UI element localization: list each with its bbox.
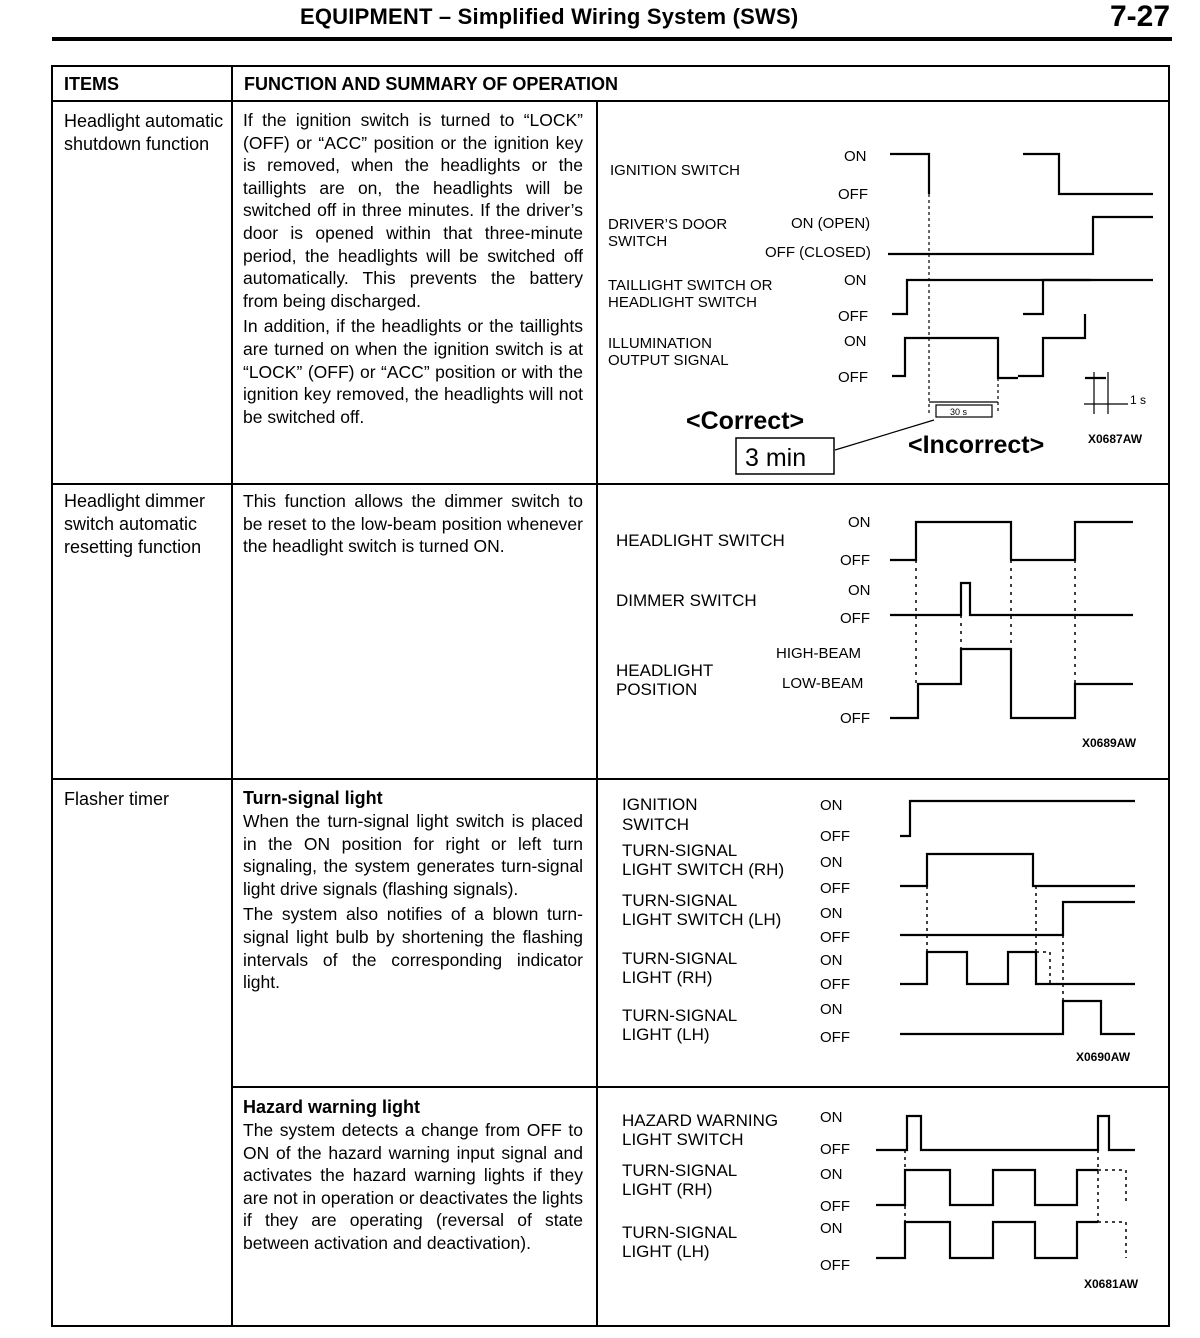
diagram-label: LIGHT (RH)	[622, 1180, 713, 1199]
subsection-title: Hazard warning light	[243, 1097, 421, 1117]
description-dimmer-reset	[243, 490, 583, 561]
illumination-signal	[1018, 314, 1085, 376]
state-label: ON	[820, 1109, 843, 1126]
figure-code: X0690AW	[1076, 1050, 1131, 1064]
paragraph: This function allows the dimmer switch to be reset to the low-beam position whenever the headlight switch is turned ON.	[243, 491, 583, 557]
hazard-switch-signal	[876, 1116, 1135, 1150]
state-label: ON	[848, 582, 871, 599]
ignition-switch-signal	[1023, 154, 1153, 194]
diagram-label: LIGHT (LH)	[622, 1025, 710, 1044]
state-label: OFF	[840, 552, 870, 569]
rh-switch-signal	[900, 854, 1135, 886]
subsection-title: Turn-signal light	[243, 788, 383, 808]
state-label: LOW-BEAM	[782, 675, 864, 692]
state-label: OFF	[820, 828, 850, 845]
state-label: OFF	[838, 369, 868, 386]
state-label: OFF	[820, 929, 850, 946]
rh-light-signal	[900, 952, 1135, 984]
diagram-headlight-shutdown	[598, 102, 1168, 483]
state-label: OFF	[820, 976, 850, 993]
figure-code: X0689AW	[1082, 736, 1137, 750]
diagram-label: ILLUMINATION	[608, 335, 712, 352]
ignition-switch-signal	[900, 801, 1135, 836]
state-label: HIGH-BEAM	[776, 645, 862, 662]
paragraph: The system detects a change from OFF to ON of the hazard warning input signal and activates the hazard warning lights if they are not in operation or deactivates the lights if they are operating (reversal of state between activation and deactivation).	[243, 1120, 583, 1253]
duration-1s: 1 s	[1130, 393, 1147, 407]
lh-light-signal	[876, 1222, 1098, 1258]
correct-label: <Correct>	[686, 407, 805, 435]
state-label: ON	[820, 1220, 843, 1237]
column-header-function: FUNCTION AND SUMMARY OF OPERATION	[244, 74, 618, 94]
diagram-dimmer-reset	[598, 485, 1168, 778]
state-label: ON	[820, 1166, 843, 1183]
state-label: ON	[820, 1001, 843, 1018]
illumination-signal	[892, 338, 1018, 378]
state-label: OFF	[838, 186, 868, 203]
diagram-label: SWITCH	[622, 815, 690, 834]
diagram-label: LIGHT (RH)	[622, 968, 713, 987]
paragraph: The system also notifies of a blown turn-signal light bulb by shortening the flashing intervals of the corresponding indicator light.	[243, 904, 583, 993]
diagram-label: LIGHT SWITCH (RH)	[622, 860, 785, 879]
state-label: ON	[848, 514, 871, 531]
state-label: ON	[844, 148, 867, 165]
diagram-label: TURN-SIGNAL	[622, 1223, 738, 1242]
diagram-label: OUTPUT SIGNAL	[608, 352, 729, 369]
state-label: OFF	[820, 880, 850, 897]
diagram-label: IGNITION	[622, 795, 698, 814]
time-box-label: 3 min	[745, 444, 807, 472]
item-dimmer-reset: Headlight dimmer switch automatic resetting function	[64, 491, 206, 557]
headlight-switch-signal	[890, 522, 1133, 560]
diagram-label: LIGHT (LH)	[622, 1242, 710, 1261]
rh-light-signal	[876, 1170, 1098, 1205]
state-label: ON (OPEN)	[791, 215, 871, 232]
page-title: EQUIPMENT – Simplified Wiring System (SWS)	[300, 4, 799, 29]
diagram-label: TURN-SIGNAL	[622, 891, 738, 910]
paragraph: In addition, if the headlights or the taillights are turned on when the ignition switch is at “LOCK” (OFF) or “ACC” position or with the ignition key removed, the headlights will not be switched off.	[243, 316, 583, 427]
state-label: OFF	[838, 308, 868, 325]
diagram-label: HEADLIGHT	[616, 661, 714, 680]
figure-code: X0681AW	[1084, 1277, 1139, 1291]
page-number: 7-27	[1109, 0, 1170, 33]
incorrect-label: <Incorrect>	[908, 431, 1045, 459]
state-label: ON	[820, 854, 843, 871]
item-flasher-timer: Flasher timer	[64, 789, 170, 809]
paragraph: If the ignition switch is turned to “LOCK” (OFF) or “ACC” position or the ignition key is removed, when the headlights or the taillights are on, the headlights will be switched off in three minutes. If the driver’s door is opened within that three-minute period, the headlights will be switched off automatically. This prevents the battery from being discharged.	[243, 110, 583, 311]
column-header-items: ITEMS	[64, 74, 120, 94]
state-label: ON	[820, 905, 843, 922]
paragraph: When the turn-signal light switch is placed in the ON position for right or left turn signaling, the system generates turn-signal light drive signals (flashing signals).	[243, 811, 583, 899]
diagram-label: TURN-SIGNAL	[622, 1161, 738, 1180]
diagram-label: SWITCH	[608, 233, 668, 250]
door-switch-signal	[888, 217, 1153, 254]
state-label: ON	[820, 797, 843, 814]
diagram-label: LIGHT SWITCH (LH)	[622, 910, 782, 929]
diagram-label: LIGHT SWITCH	[622, 1130, 744, 1149]
item-headlight-shutdown: Headlight automatic shutdown function	[64, 111, 224, 154]
diagram-label: TURN-SIGNAL	[622, 841, 738, 860]
headlight-position-signal	[890, 649, 1133, 718]
description-hazard	[243, 1095, 583, 1258]
diagram-label: POSITION	[616, 680, 698, 699]
diagram-label: HEADLIGHT SWITCH	[608, 294, 757, 311]
figure-code: X0687AW	[1088, 432, 1143, 446]
diagram-label: HAZARD WARNING	[622, 1111, 779, 1130]
duration-30s: 30 s	[950, 407, 968, 417]
diagram-label: DRIVER’S DOOR	[608, 216, 728, 233]
state-label: OFF	[840, 610, 870, 627]
state-label: ON	[820, 952, 843, 969]
lh-switch-signal	[900, 902, 1135, 935]
ignition-switch-signal	[890, 154, 929, 194]
description-headlight-shutdown	[243, 109, 583, 431]
light-switch-signal	[1023, 280, 1153, 314]
diagram-label: IGNITION SWITCH	[610, 162, 740, 179]
state-label: OFF	[820, 1198, 850, 1215]
diagram-label: HEADLIGHT SWITCH	[616, 531, 785, 550]
light-switch-signal	[892, 280, 1091, 314]
state-label: ON	[844, 272, 867, 289]
state-label: OFF	[820, 1029, 850, 1046]
diagram-label: DIMMER SWITCH	[616, 591, 757, 610]
state-label: OFF	[820, 1257, 850, 1274]
lh-light-signal	[900, 1001, 1135, 1034]
state-label: OFF	[840, 710, 870, 727]
diagram-label: TURN-SIGNAL	[622, 949, 738, 968]
description-turn-signal	[243, 786, 583, 997]
state-label: OFF (CLOSED)	[765, 244, 871, 261]
diagram-hazard	[598, 1088, 1168, 1325]
state-label: ON	[844, 333, 867, 350]
diagram-turn-signal	[598, 780, 1168, 1086]
diagram-label: TAILLIGHT SWITCH OR	[608, 277, 773, 294]
state-label: OFF	[820, 1141, 850, 1158]
diagram-label: TURN-SIGNAL	[622, 1006, 738, 1025]
